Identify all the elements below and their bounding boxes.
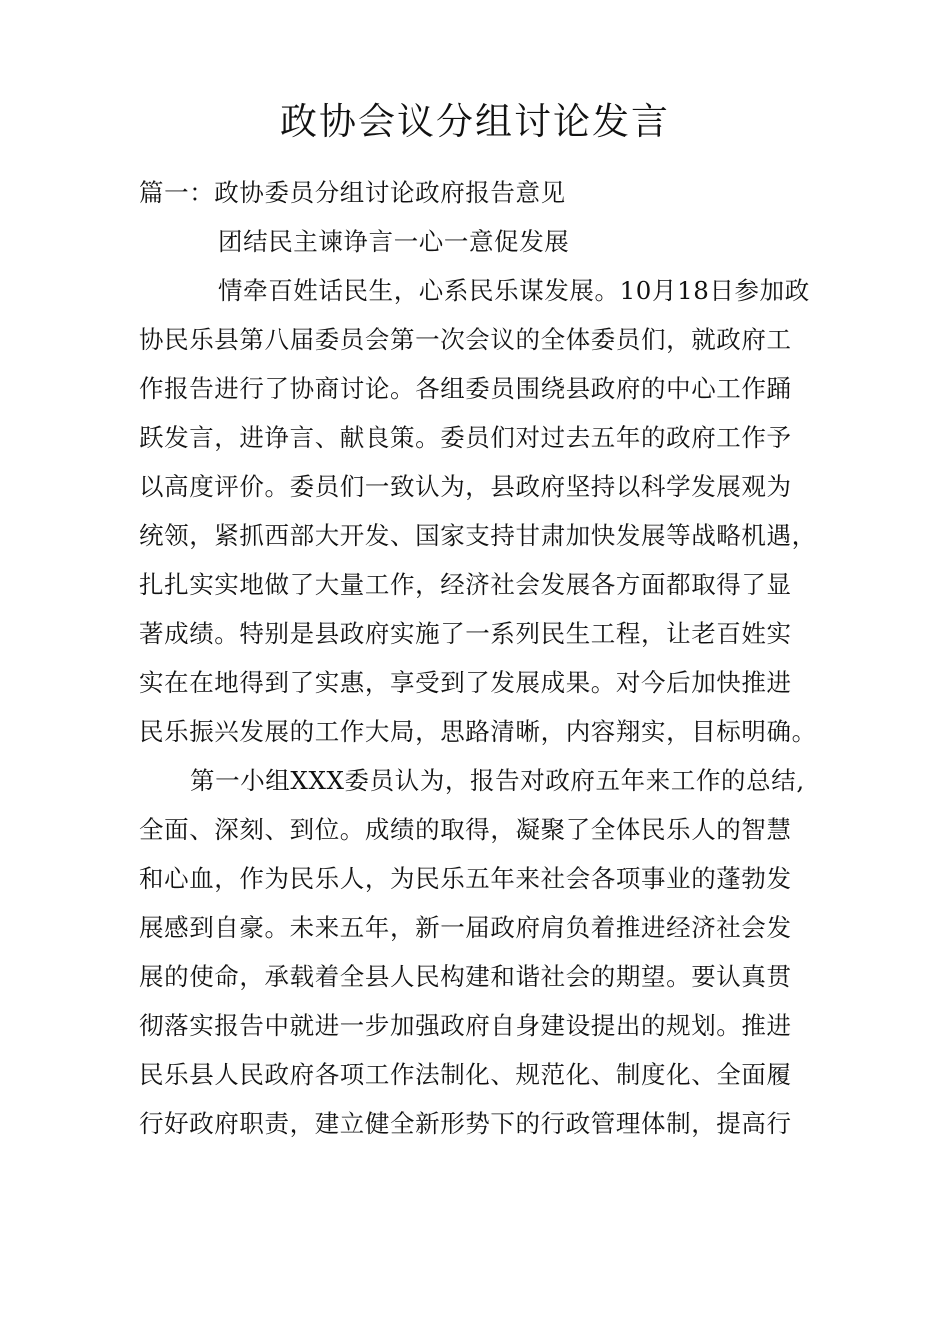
subtitle: 团结民主谏诤言一心一意促发展 <box>218 227 570 256</box>
text-line: 统领，紧抓西部大开发、国家支持甘肃加快发展等战略机遇， <box>139 521 817 550</box>
text-line: 民乐振兴发展的工作大局，思路清晰，内容翔实，目标明确。 <box>139 717 817 746</box>
text-line: 实在在地得到了实惠，享受到了发展成果。对今后加快推进 <box>139 668 792 697</box>
text-line: 展的使命，承载着全县人民构建和谐社会的期望。要认真贯 <box>139 962 792 991</box>
text-line: 著成绩。特别是县政府实施了一系列民生工程，让老百姓实 <box>139 619 792 648</box>
text-line: 以高度评价。委员们一致认为，县政府坚持以科学发展观为 <box>139 472 792 501</box>
text-line: 第一小组XXX委员认为，报告对政府五年来工作的总结, <box>190 766 805 795</box>
text-line: 扎扎实实地做了大量工作，经济社会发展各方面都取得了显 <box>139 570 792 599</box>
text-line: 全面、深刻、到位。成绩的取得，凝聚了全体民乐人的智慧 <box>139 815 792 844</box>
document-title: 政协会议分组讨论发言 <box>280 100 670 143</box>
text-line: 协民乐县第八届委员会第一次会议的全体委员们，就政府工 <box>139 325 792 354</box>
text-line: 行好政府职责，建立健全新形势下的行政管理体制，提高行 <box>139 1109 792 1138</box>
text-line: 展感到自豪。未来五年，新一届政府肩负着推进经济社会发 <box>139 913 792 942</box>
text-line: 和心血，作为民乐人，为民乐五年来社会各项事业的蓬勃发 <box>139 864 792 893</box>
text-line: 彻落实报告中就进一步加强政府自身建设提出的规划。推进 <box>139 1011 792 1040</box>
text-line: 民乐县人民政府各项工作法制化、规范化、制度化、全面履 <box>139 1060 792 1089</box>
text-line: 作报告进行了协商讨论。各组委员围绕县政府的中心工作踊 <box>139 374 792 403</box>
document-body <box>139 168 829 1148</box>
text-line: 跃发言，进诤言、献良策。委员们对过去五年的政府工作予 <box>139 423 792 452</box>
section-heading: 篇一：政协委员分组讨论政府报告意见 <box>139 178 566 207</box>
text-line: 情牵百姓话民生，心系民乐谋发展。10月18日参加政 <box>218 276 810 305</box>
